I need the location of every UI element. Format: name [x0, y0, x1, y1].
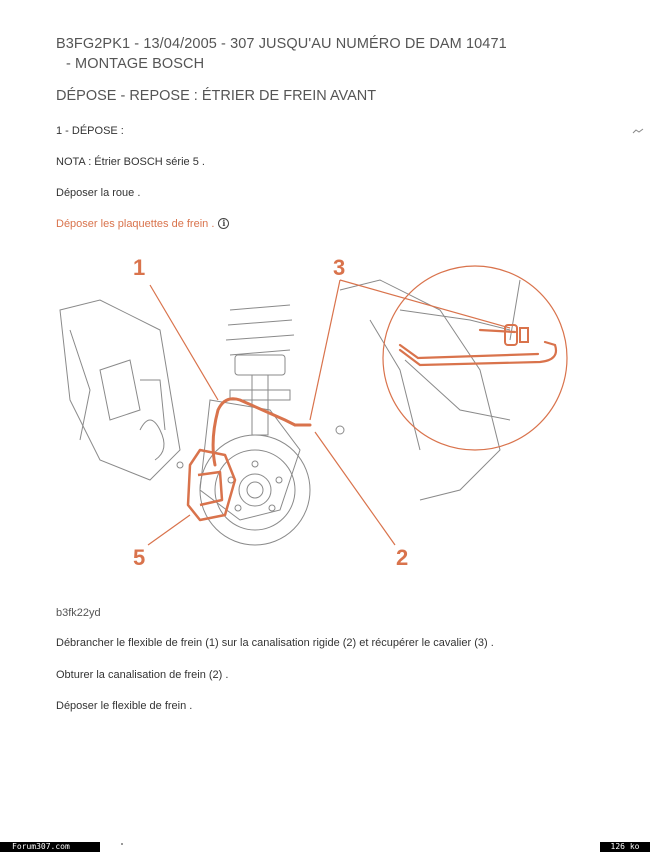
step-label: 1 - DÉPOSE :: [56, 125, 124, 137]
corner-mark-icon: [632, 128, 644, 134]
document-title: [56, 34, 616, 74]
brake-caliper-diagram: [40, 250, 600, 580]
title-line-2: - MONTAGE BOSCH: [66, 56, 205, 72]
instruction-remove-hose: Déposer le flexible de frein .: [56, 700, 193, 712]
footer-dot: [121, 843, 123, 845]
title-line-1: B3FG2PK1 - 13/04/2005 - 307 JUSQU'AU NUMÉRO DE DAM 10471: [56, 36, 507, 52]
callout-2: 2: [396, 545, 409, 570]
callout-1: 1: [133, 255, 146, 280]
instruction-plug-pipe: Obturer la canalisation de frein (2) .: [56, 669, 229, 681]
info-icon[interactable]: i: [218, 218, 229, 229]
instruction-disconnect: Débrancher le flexible de frein (1) sur la canalisation rigide (2) et récupérer le cavalier (3) .: [56, 637, 494, 649]
footer-size: 126 ko: [600, 842, 650, 852]
footer-site: Forum307.com: [0, 842, 100, 852]
remove-wheel-text: Déposer la roue .: [56, 187, 141, 199]
remove-pads-line: [56, 218, 229, 230]
note-text: NOTA : Étrier BOSCH série 5 .: [56, 156, 205, 168]
callout-5: 5: [133, 545, 146, 570]
remove-pads-link[interactable]: Déposer les plaquettes de frein .: [56, 218, 215, 230]
section-title: DÉPOSE - REPOSE : ÉTRIER DE FREIN AVANT: [56, 88, 377, 104]
callout-3: 3: [333, 255, 346, 280]
figure-caption: b3fk22yd: [56, 607, 101, 619]
